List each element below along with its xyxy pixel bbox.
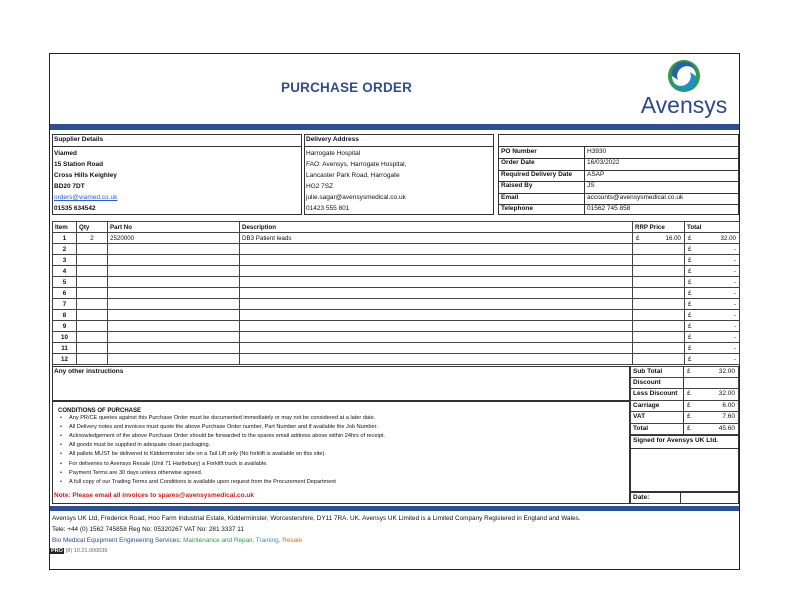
item-cell-part bbox=[108, 266, 240, 277]
item-cell-rrp bbox=[633, 288, 685, 299]
item-cell-total bbox=[685, 277, 740, 288]
item-cell-rrp bbox=[633, 255, 685, 266]
delivery-phone: 01423 555 801 bbox=[306, 205, 350, 212]
avensys-logo bbox=[634, 58, 734, 124]
condition-text: Any PR/CE queries against this Purchase Order must be documented immediately or may not be considered at a later date. bbox=[69, 415, 376, 421]
item-cell-item: 10 bbox=[53, 332, 77, 343]
totals-value: 7.60 bbox=[722, 413, 735, 420]
total-value: - bbox=[733, 268, 736, 275]
item-cell-rrp bbox=[633, 310, 685, 321]
total-value: - bbox=[733, 312, 736, 319]
po-field-label: Order Date bbox=[501, 159, 535, 167]
po-field-label: Telephone bbox=[501, 205, 534, 212]
logo-wordmark: Avensys bbox=[640, 92, 728, 118]
item-cell-item: 11 bbox=[53, 343, 77, 354]
total-value: - bbox=[733, 290, 736, 297]
item-cell-rrp bbox=[633, 332, 685, 343]
signed-label: Signed for Avensys UK Ltd. bbox=[633, 437, 719, 444]
rrp-currency: £ bbox=[636, 235, 640, 242]
supplier-address-line1: 15 Station Road bbox=[54, 161, 104, 168]
totals-label: Total bbox=[633, 424, 649, 432]
condition-text: All pallets MUST be delivered to Kidderminster site on a Tail Lift only (No forklift is available on this site). bbox=[69, 451, 326, 458]
services-label: Bio Medical Equipment Engineering Services: bbox=[52, 537, 184, 544]
instructions-box bbox=[52, 366, 630, 401]
header-item: Item bbox=[53, 222, 77, 233]
page-title: PURCHASE ORDER bbox=[281, 80, 413, 95]
item-cell-qty: 2 bbox=[77, 233, 108, 244]
item-cell-desc bbox=[240, 277, 633, 288]
item-cell-qty bbox=[77, 310, 108, 321]
item-cell-part bbox=[108, 354, 240, 365]
item-cell-item: 8 bbox=[53, 310, 77, 321]
total-currency: £ bbox=[688, 334, 692, 341]
condition-item bbox=[60, 462, 268, 468]
totals-currency: £ bbox=[687, 424, 691, 432]
item-cell-item: 4 bbox=[53, 266, 77, 277]
item-cell-part bbox=[108, 277, 240, 288]
item-cell-rrp bbox=[633, 233, 685, 244]
condition-item bbox=[60, 434, 385, 440]
delivery-line1: Harrogate Hospital bbox=[306, 150, 361, 157]
item-cell-part bbox=[108, 332, 240, 343]
avensys-swirl-icon bbox=[634, 58, 734, 94]
po-field-value: JS bbox=[587, 182, 595, 190]
date-divider bbox=[680, 492, 681, 504]
po-top-rule bbox=[498, 146, 739, 147]
line-items-table bbox=[52, 221, 739, 366]
date-label: Date: bbox=[633, 494, 650, 501]
item-cell-part bbox=[108, 299, 240, 310]
totals-divider bbox=[683, 378, 684, 389]
document-reference: (8) 10.21.000039 bbox=[65, 548, 108, 554]
bullet-icon: • bbox=[60, 478, 62, 485]
invoice-note: Note: Please email all invoices to spares@avensysmedical.co.uk bbox=[54, 492, 254, 499]
total-value: 32.00 bbox=[720, 235, 736, 242]
bullet-icon: • bbox=[60, 451, 62, 458]
totals-value: 45.60 bbox=[718, 424, 735, 432]
supplier-heading-rule bbox=[52, 146, 302, 147]
header-part: Part No bbox=[108, 222, 240, 233]
condition-item bbox=[60, 425, 378, 431]
item-cell-qty bbox=[77, 343, 108, 354]
delivery-heading-rule bbox=[304, 146, 494, 147]
supplier-email-link[interactable]: orders@viamed.co.uk bbox=[54, 194, 118, 201]
item-cell-rrp bbox=[633, 266, 685, 277]
item-cell-qty bbox=[77, 288, 108, 299]
delivery-postcode: HG2 7SZ bbox=[306, 183, 334, 190]
item-cell-qty bbox=[77, 244, 108, 255]
document-code-badge: PRO bbox=[51, 548, 63, 554]
totals-currency: £ bbox=[687, 401, 691, 409]
item-cell-item: 2 bbox=[53, 244, 77, 255]
item-cell-desc bbox=[240, 288, 633, 299]
total-currency: £ bbox=[688, 279, 692, 286]
po-field-value: 16/03/2022 bbox=[587, 159, 620, 167]
item-cell-part bbox=[108, 255, 240, 266]
item-cell-qty bbox=[77, 266, 108, 277]
total-value: - bbox=[733, 257, 736, 264]
po-field-label: Email bbox=[501, 193, 519, 201]
item-cell-qty bbox=[77, 354, 108, 365]
delivery-line2: FAO: Avensys, Harrogate Hospital, bbox=[306, 161, 407, 168]
purchase-order-sheet bbox=[49, 53, 740, 570]
totals-label: Carriage bbox=[633, 401, 660, 409]
conditions-heading: CONDITIONS OF PURCHASE bbox=[58, 408, 142, 414]
header-qty: Qty bbox=[77, 222, 108, 233]
delivery-line3: Lancaster Park Road, Harrogate bbox=[306, 172, 400, 179]
total-currency: £ bbox=[688, 301, 692, 308]
service-maintenance: Maintenance and Repair, bbox=[183, 537, 256, 544]
total-currency: £ bbox=[688, 246, 692, 253]
item-cell-desc bbox=[240, 343, 633, 354]
header-desc: Description bbox=[240, 222, 633, 233]
totals-label: VAT bbox=[633, 413, 646, 420]
item-cell-desc bbox=[240, 266, 633, 277]
item-cell-total bbox=[685, 255, 740, 266]
po-field-value: ASAP bbox=[587, 170, 605, 178]
po-row-rule bbox=[498, 181, 739, 182]
bullet-icon: • bbox=[60, 424, 62, 431]
totals-divider bbox=[683, 412, 684, 423]
company-address: Avensys UK Ltd, Frederick Road, Hoo Farm Industrial Estate, Kidderminster, Worcestershire, DY11 7RA. UK. Avensys UK Limited is a Limited Company Registered in England and Wales. bbox=[52, 515, 581, 522]
item-cell-total bbox=[685, 288, 740, 299]
item-cell-item: 1 bbox=[53, 233, 77, 244]
condition-item bbox=[60, 471, 202, 477]
item-cell-qty bbox=[77, 299, 108, 310]
po-field-value: accounts@avensysmedical.co.uk bbox=[587, 193, 684, 201]
total-currency: £ bbox=[688, 323, 692, 330]
condition-item bbox=[60, 452, 326, 458]
item-cell-rrp bbox=[633, 244, 685, 255]
condition-text: A full copy of our Trading Terms and Conditions is available upon request from the Procurement Department bbox=[69, 478, 336, 485]
item-cell-desc bbox=[240, 354, 633, 365]
totals-label: Discount bbox=[633, 378, 661, 386]
item-cell-part bbox=[108, 244, 240, 255]
bullet-icon: • bbox=[60, 442, 62, 449]
total-currency: £ bbox=[688, 312, 692, 319]
item-cell-total bbox=[685, 266, 740, 277]
item-cell-part: 2520000 bbox=[108, 233, 240, 244]
item-cell-total bbox=[685, 299, 740, 310]
item-cell-item: 3 bbox=[53, 255, 77, 266]
services-line bbox=[52, 537, 302, 544]
condition-text: All Delivery notes and invoices must quote the above Purchase Order number, Part Number and if available the Job Number. bbox=[69, 424, 378, 431]
totals-value: 32.00 bbox=[718, 368, 735, 375]
condition-text: All goods must be supplied in adequate clean packaging. bbox=[69, 442, 211, 449]
item-cell-qty bbox=[77, 321, 108, 332]
po-field-label: Raised By bbox=[501, 182, 533, 190]
total-value: - bbox=[733, 323, 736, 330]
item-cell-rrp bbox=[633, 299, 685, 310]
totals-row bbox=[630, 401, 739, 413]
totals-table bbox=[630, 366, 739, 435]
total-currency: £ bbox=[688, 290, 692, 297]
item-cell-total bbox=[685, 310, 740, 321]
condition-text: Payment Terms are 30 days unless otherwise agreed. bbox=[69, 469, 203, 476]
signature-rule bbox=[630, 448, 739, 449]
item-cell-rrp bbox=[633, 321, 685, 332]
instructions-label: Any other instructions bbox=[54, 368, 124, 375]
item-cell-total bbox=[685, 343, 740, 354]
supplier-phone: 01535 634542 bbox=[54, 205, 96, 212]
condition-text: Acknowledgement of the above Purchase Order should be forwarded to the spares email address above within 24hrs of receipt. bbox=[69, 433, 385, 440]
total-value: - bbox=[733, 301, 736, 308]
item-cell-item: 6 bbox=[53, 288, 77, 299]
item-cell-item: 5 bbox=[53, 277, 77, 288]
item-cell-desc bbox=[240, 244, 633, 255]
item-cell-qty bbox=[77, 255, 108, 266]
item-cell-desc bbox=[240, 310, 633, 321]
totals-currency: £ bbox=[687, 413, 691, 420]
totals-row bbox=[630, 424, 739, 436]
total-value: - bbox=[733, 356, 736, 363]
item-cell-desc: DB3 Patient leads bbox=[240, 233, 633, 244]
delivery-heading: Delivery Address bbox=[306, 136, 359, 143]
company-registration: Tele: +44 (0) 1562 745858 Reg No: 05320267 VAT No: 281 3337 11 bbox=[52, 526, 244, 533]
item-cell-total bbox=[685, 321, 740, 332]
item-cell-total bbox=[685, 244, 740, 255]
totals-currency: £ bbox=[687, 368, 691, 375]
delivery-email: julie.sagar@avensysmedical.co.uk bbox=[306, 194, 406, 201]
item-cell-part bbox=[108, 343, 240, 354]
bullet-icon: • bbox=[60, 469, 62, 476]
item-cell-desc bbox=[240, 255, 633, 266]
total-currency: £ bbox=[688, 235, 692, 242]
item-cell-desc bbox=[240, 299, 633, 310]
supplier-name: Viamed bbox=[54, 150, 78, 157]
po-field-value: H3930 bbox=[587, 148, 607, 155]
condition-item bbox=[60, 416, 375, 422]
rrp-value: 16.00 bbox=[665, 235, 681, 242]
totals-label: Sub Total bbox=[633, 368, 663, 375]
condition-item bbox=[60, 480, 336, 486]
supplier-postcode: BD20 7DT bbox=[54, 183, 85, 190]
total-currency: £ bbox=[688, 268, 692, 275]
item-cell-total bbox=[685, 332, 740, 343]
totals-row bbox=[630, 366, 739, 378]
item-cell-part bbox=[108, 310, 240, 321]
document-code bbox=[50, 548, 107, 554]
supplier-heading: Supplier Details bbox=[54, 136, 104, 143]
totals-label: Less Discount bbox=[633, 390, 678, 397]
totals-row bbox=[630, 378, 739, 390]
totals-value: 6.00 bbox=[722, 401, 735, 409]
total-currency: £ bbox=[688, 345, 692, 352]
condition-item bbox=[60, 443, 210, 449]
po-field-label: Required Delivery Date bbox=[501, 170, 573, 178]
item-cell-rrp bbox=[633, 343, 685, 354]
total-currency: £ bbox=[688, 257, 692, 264]
service-resale: Resale bbox=[282, 537, 303, 544]
po-field-label: PO Number bbox=[501, 148, 537, 155]
item-cell-qty bbox=[77, 277, 108, 288]
header-total: Total bbox=[685, 222, 740, 233]
item-cell-part bbox=[108, 321, 240, 332]
item-cell-desc bbox=[240, 321, 633, 332]
total-value: - bbox=[733, 279, 736, 286]
totals-value: 32.00 bbox=[718, 390, 735, 397]
item-cell-part bbox=[108, 288, 240, 299]
bullet-icon: • bbox=[60, 433, 62, 440]
supplier-address-line2: Cross Hills Keighley bbox=[54, 172, 117, 179]
item-cell-item: 12 bbox=[53, 354, 77, 365]
po-field-value: 01562 745 858 bbox=[587, 205, 631, 212]
item-cell-item: 7 bbox=[53, 299, 77, 310]
total-currency: £ bbox=[688, 356, 692, 363]
total-value: - bbox=[733, 246, 736, 253]
item-cell-total bbox=[685, 354, 740, 365]
item-cell-desc bbox=[240, 332, 633, 343]
header-rrp: RRP Price bbox=[633, 222, 685, 233]
totals-divider bbox=[683, 424, 684, 435]
service-training: Training, bbox=[255, 537, 283, 544]
footer-divider-bar bbox=[50, 506, 739, 511]
header-divider-bar bbox=[50, 124, 739, 130]
total-value: - bbox=[733, 334, 736, 341]
item-cell-item: 9 bbox=[53, 321, 77, 332]
totals-divider bbox=[683, 367, 684, 378]
bullet-icon: • bbox=[60, 460, 62, 467]
totals-divider bbox=[683, 389, 684, 400]
condition-text: For deliveries to Avensys Resale (Unit 71 Hartlebury) a Forklift truck is available. bbox=[69, 460, 268, 467]
totals-row bbox=[630, 412, 739, 424]
item-cell-total bbox=[685, 233, 740, 244]
item-cell-rrp bbox=[633, 277, 685, 288]
totals-divider bbox=[683, 401, 684, 412]
item-cell-rrp bbox=[633, 354, 685, 365]
totals-currency: £ bbox=[687, 390, 691, 397]
total-value: - bbox=[733, 345, 736, 352]
bullet-icon: • bbox=[60, 415, 62, 421]
totals-row bbox=[630, 389, 739, 401]
item-cell-qty bbox=[77, 332, 108, 343]
